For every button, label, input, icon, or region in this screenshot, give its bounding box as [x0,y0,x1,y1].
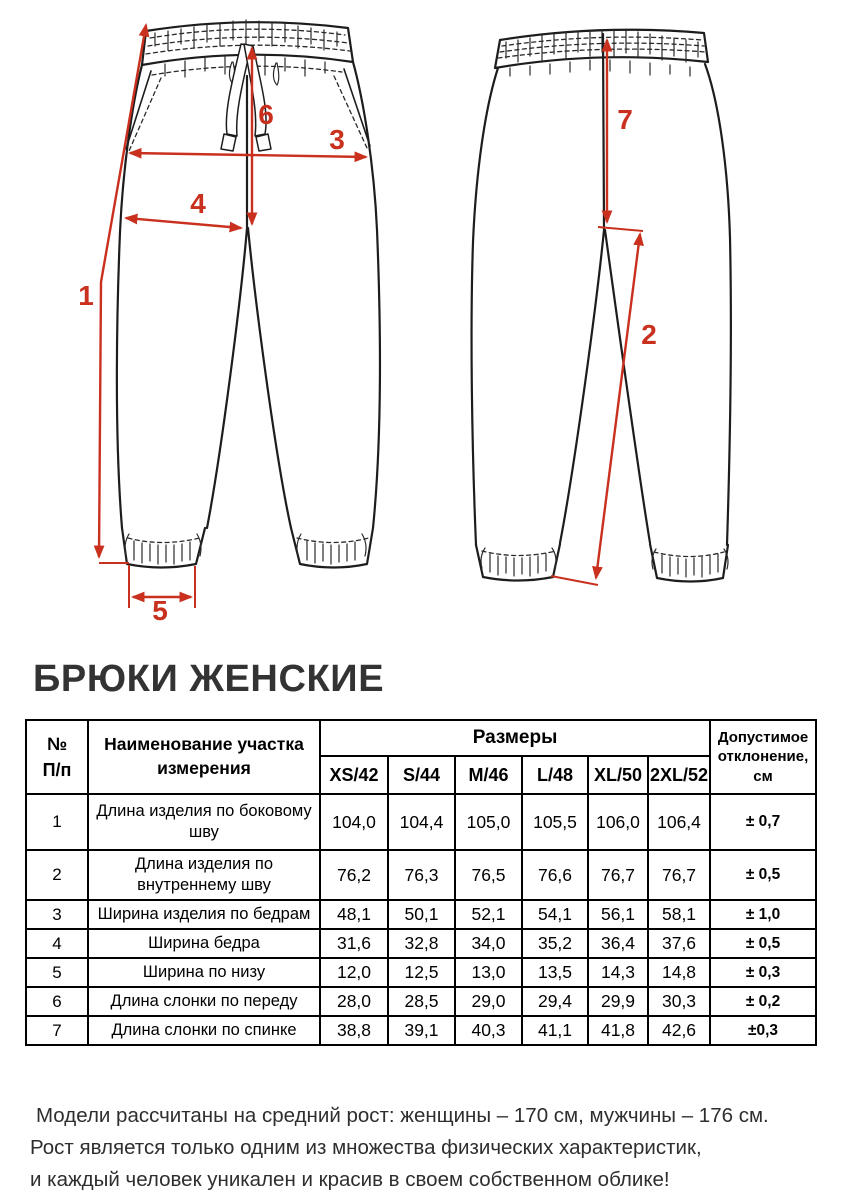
size-value-cell: 76,6 [522,850,588,900]
size-value-cell: 52,1 [455,900,522,929]
size-value-cell: 104,4 [388,794,455,850]
size-value-cell: 14,3 [588,958,648,987]
row-number-cell: 2 [26,850,88,900]
size-value-cell: 42,6 [648,1016,710,1045]
footer-line: и каждый человек уникален и красив в своем собственном облике! [30,1168,670,1192]
footer-line: Рост является только одним из множества физических характеристик, [30,1136,702,1160]
row-number-cell: 1 [26,794,88,850]
measure-label-2: 2 [641,319,657,350]
size-value-cell: 76,5 [455,850,522,900]
front-left-cuff [122,528,205,568]
deviation-cell: ±0,3 [710,1016,816,1045]
row-number-cell: 4 [26,929,88,958]
row-name-cell: Длина слонки по спинке [88,1016,320,1045]
size-value-cell: 14,8 [648,958,710,987]
back-right-side-seam [705,64,731,545]
size-value-cell: 32,8 [388,929,455,958]
size-value-cell: 76,2 [320,850,388,900]
size-value-cell: 12,0 [320,958,388,987]
table-row [26,987,816,1016]
size-value-cell: 31,6 [320,929,388,958]
size-value-cell: 29,0 [455,987,522,1016]
back-right-inseam [605,230,650,543]
size-value-cell: 29,9 [588,987,648,1016]
row-name-cell: Ширина изделия по бедрам [88,900,320,929]
table-row [26,900,816,929]
measure-label-7: 7 [617,104,633,135]
size-value-cell: 76,7 [588,850,648,900]
measure-label-1: 1 [78,280,94,311]
size-column-l48: L/48 [522,756,588,794]
measure-label-4: 4 [190,188,206,219]
col-header-number: № П/п [26,720,88,794]
size-value-cell: 50,1 [388,900,455,929]
size-value-cell: 12,5 [388,958,455,987]
front-left-side-seam [117,65,142,528]
back-center-seam [603,34,604,229]
deviation-cell: ± 0,2 [710,987,816,1016]
size-value-cell: 56,1 [588,900,648,929]
measure-label-5: 5 [152,595,168,626]
footer-line: Модели рассчитаны на средний рост: женщины – 170 см, мужчины – 176 см. [36,1104,769,1127]
size-value-cell: 41,1 [522,1016,588,1045]
front-right-side-seam [353,62,380,528]
size-value-cell: 106,0 [588,794,648,850]
row-number-cell: 5 [26,958,88,987]
deviation-cell: ± 0,3 [710,958,816,987]
deviation-cell: ± 0,5 [710,850,816,900]
front-pants-drawing [117,20,380,568]
size-value-cell: 106,4 [648,794,710,850]
size-value-cell: 48,1 [320,900,388,929]
row-number-cell: 7 [26,1016,88,1045]
size-value-cell: 58,1 [648,900,710,929]
size-value-cell: 37,6 [648,929,710,958]
size-value-cell: 105,5 [522,794,588,850]
row-name-cell: Ширина бедра [88,929,320,958]
size-value-cell: 105,0 [455,794,522,850]
back-left-cuff [476,544,560,581]
table-header-row-1 [26,720,816,756]
table-row [26,1016,816,1045]
footer-note [30,1100,823,1197]
size-value-cell: 54,1 [522,900,588,929]
size-value-cell: 13,0 [455,958,522,987]
back-left-inseam [560,230,604,543]
size-value-cell: 39,1 [388,1016,455,1045]
size-value-cell: 34,0 [455,929,522,958]
size-value-cell: 35,2 [522,929,588,958]
size-column-xl50: XL/50 [588,756,648,794]
row-name-cell: Ширина по низу [88,958,320,987]
size-column-s44: S/44 [388,756,455,794]
measure-label-6: 6 [258,99,274,130]
size-value-cell: 28,0 [320,987,388,1016]
size-column-xs42: XS/42 [320,756,388,794]
row-number-cell: 6 [26,987,88,1016]
table-row [26,794,816,850]
deviation-cell: ± 0,7 [710,794,816,850]
deviation-cell: ± 1,0 [710,900,816,929]
size-value-cell: 36,4 [588,929,648,958]
page-title: БРЮКИ ЖЕНСКИЕ [33,658,385,700]
row-name-cell: Длина изделия по внутреннему шву [88,850,320,900]
deviation-cell: ± 0,5 [710,929,816,958]
front-right-cuff [291,528,373,568]
measure-arrow-1 [99,25,146,563]
size-column-2xl52: 2XL/52 [648,756,710,794]
table-row [26,850,816,900]
row-name-cell: Длина слонки по переду [88,987,320,1016]
measure-arrow-4 [126,218,241,228]
size-column-m46: M/46 [455,756,522,794]
size-value-cell: 41,8 [588,1016,648,1045]
row-number-cell: 3 [26,900,88,929]
measure-label-3: 3 [329,124,345,155]
size-value-cell: 38,8 [320,1016,388,1045]
table-row [26,958,816,987]
size-value-cell: 40,3 [455,1016,522,1045]
size-value-cell: 30,3 [648,987,710,1016]
back-left-side-seam [472,68,498,545]
table-row [26,929,816,958]
row-name-cell: Длина изделия по боковому шву [88,794,320,850]
front-left-inseam [207,228,247,528]
size-value-cell: 28,5 [388,987,455,1016]
measure-arrow-2 [551,234,640,585]
size-table [25,719,817,1046]
front-right-inseam [248,228,291,528]
size-value-cell: 76,3 [388,850,455,900]
size-value-cell: 76,7 [648,850,710,900]
col-header-deviation: Допустимое отклонение, см [710,720,816,794]
size-value-cell: 29,4 [522,987,588,1016]
col-header-sizes: Размеры [320,720,710,756]
back-pants-drawing [472,30,731,582]
col-header-name: Наименование участка измерения [88,720,320,794]
size-value-cell: 13,5 [522,958,588,987]
back-right-cuff [650,544,728,582]
size-value-cell: 104,0 [320,794,388,850]
